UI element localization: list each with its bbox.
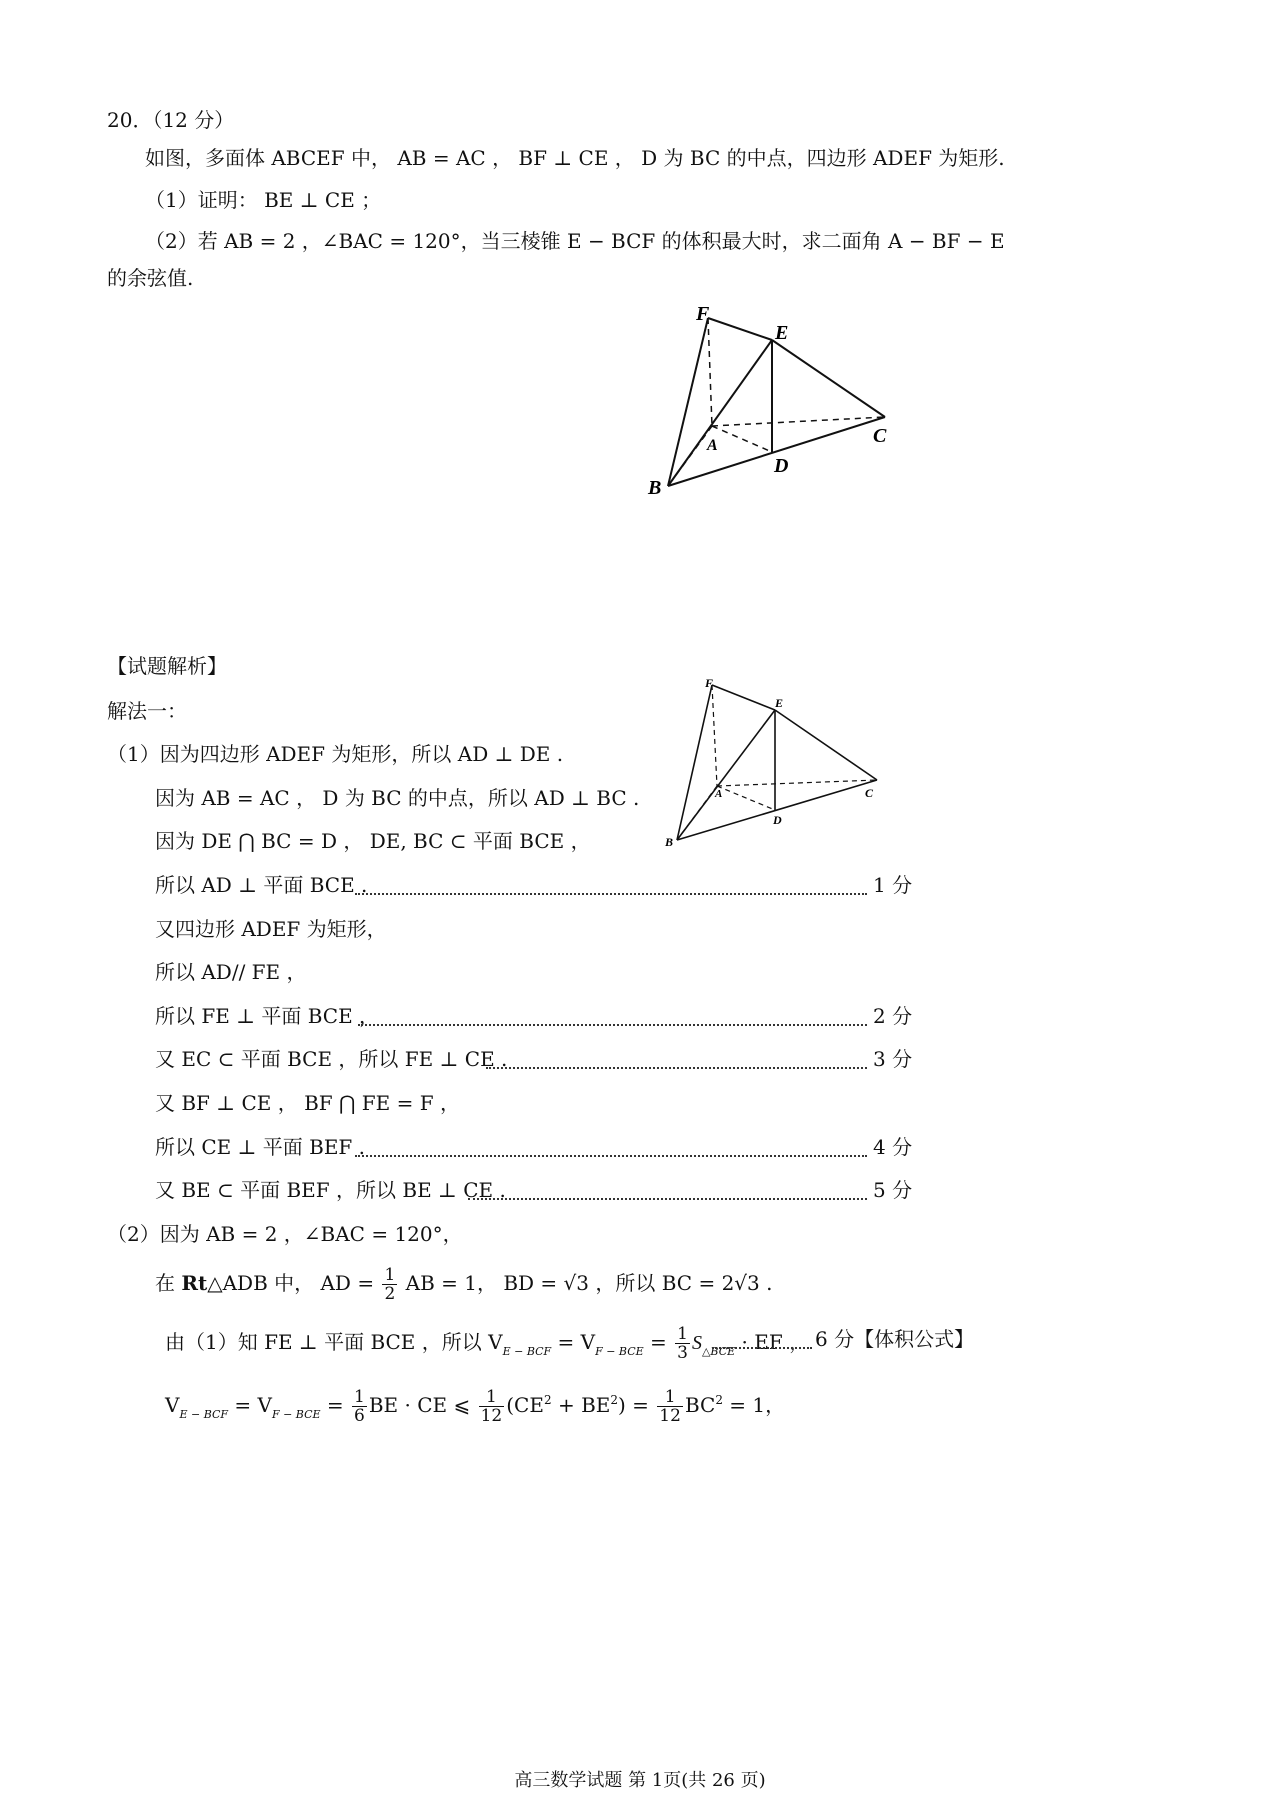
solution-line-6: 所以 AD// FE ，: [155, 960, 307, 984]
rt-symbol: Rt: [181, 1271, 208, 1295]
subscript: F − BCE: [271, 1408, 321, 1421]
score-mark: 1 分: [873, 873, 913, 897]
denominator: 3: [677, 1343, 688, 1363]
solution-line-8: 又 EC ⊂ 平面 BCE ，所以 FE ⊥ CE .: [155, 1047, 508, 1071]
text: = 1，: [722, 1393, 786, 1417]
problem-part2: （2）若 AB = 2 ，∠BAC = 120°，当三棱锥 E − BCF 的体积最大时，求二面角 A − BF − E: [145, 229, 1005, 253]
solution-line-1: （1）因为四边形 ADEF 为矩形，所以 AD ⊥ DE .: [107, 742, 564, 766]
superscript: 2: [543, 1393, 552, 1407]
dot-leader: [486, 1067, 867, 1069]
text: BC: [684, 1393, 716, 1417]
denominator: 2: [384, 1284, 396, 1304]
part2-line-3: [165, 1325, 809, 1366]
label-C-small: C: [865, 786, 874, 800]
solution-line-10: 所以 CE ⊥ 平面 BEF .: [155, 1135, 366, 1159]
numerator: 1: [657, 1388, 683, 1407]
score-mark: 3 分: [873, 1047, 913, 1071]
part2-line-2: [155, 1266, 772, 1303]
text: BE · CE ⩽: [368, 1393, 471, 1417]
denominator: 12: [480, 1406, 503, 1426]
text: S: [691, 1332, 702, 1354]
denominator: 6: [354, 1406, 365, 1426]
text: V: [165, 1393, 180, 1417]
numerator: 1: [384, 1265, 396, 1285]
problem-part1: （1）证明： BE ⊥ CE ；: [145, 188, 382, 212]
text: =: [320, 1393, 344, 1417]
dot-leader: [355, 1155, 867, 1157]
denominator: 12: [659, 1406, 681, 1426]
score-mark: 5 分: [873, 1178, 913, 1202]
superscript: 2: [715, 1393, 723, 1407]
method-label: 解法一：: [107, 699, 187, 723]
part2-line-4: [165, 1386, 785, 1429]
dot-leader: [355, 893, 867, 895]
solution-line-5: 又四边形 ADEF 为矩形，: [155, 917, 387, 941]
text: = V: [551, 1330, 596, 1354]
fraction-sixth: [352, 1388, 367, 1425]
superscript: 2: [610, 1393, 619, 1407]
subscript: E − BCF: [502, 1345, 552, 1358]
label-F-small: F: [705, 676, 714, 690]
fraction-half: [382, 1266, 397, 1303]
dot-leader: [468, 1198, 867, 1200]
solution-line-7: 所以 FE ⊥ 平面 BCE ，: [155, 1004, 380, 1028]
label-C: C: [873, 425, 887, 447]
label-E: E: [775, 322, 789, 344]
problem-stem: 如图，多面体 ABCEF 中， AB = AC ， BF ⊥ CE ， D 为 BC 的中点，四边形 ADEF 为矩形.: [145, 146, 1005, 170]
dot-leader: [712, 1347, 812, 1349]
problem-part2-cont: 的余弦值.: [107, 266, 194, 290]
solution-line-11: 又 BE ⊂ 平面 BEF ，所以 BE ⊥ CE .: [155, 1178, 506, 1202]
text: = V: [228, 1393, 272, 1417]
numerator: 1: [354, 1387, 365, 1407]
fraction-third: [675, 1325, 690, 1362]
solution-line-4: 所以 AD ⊥ 平面 BCE .: [155, 873, 368, 897]
fraction-twelfth: [657, 1388, 683, 1425]
label-B: B: [648, 477, 662, 499]
score-mark: 2 分: [873, 1004, 913, 1028]
numerator: 1: [479, 1388, 505, 1407]
solution-line-2: 因为 AB = AC ， D 为 BC 的中点，所以 AD ⊥ BC .: [155, 786, 640, 810]
polyhedron-figure: [630, 290, 920, 510]
score-mark: 4 分: [873, 1135, 913, 1159]
subscript: E − BCF: [179, 1408, 229, 1421]
label-F: F: [696, 303, 710, 325]
text: AB = 1， BD = √3 ，所以 BC = 2√3 .: [405, 1271, 773, 1295]
text: =: [643, 1330, 667, 1354]
text: ) =: [618, 1393, 649, 1417]
page-footer: 高三数学试题 第 1页(共 26 页): [514, 1770, 766, 1791]
subscript: F − BCE: [595, 1345, 644, 1358]
problem-number: 20．（12 分）: [107, 108, 235, 132]
fraction-twelfth: [479, 1388, 505, 1425]
polyhedron-figure-small: [655, 672, 895, 852]
dot-leader: [358, 1024, 867, 1026]
text: △ADB 中， AD =: [207, 1271, 375, 1295]
text: 在: [155, 1271, 182, 1295]
part2-line-1: （2）因为 AB = 2 ，∠BAC = 120°，: [107, 1222, 463, 1246]
solution-line-3: 因为 DE ⋂ BC = D ， DE, BC ⊂ 平面 BCE ，: [155, 829, 591, 853]
label-B-small: B: [665, 835, 674, 849]
analysis-heading: 【试题解析】: [107, 654, 227, 678]
subscript: △BCE: [701, 1345, 736, 1358]
text: (CE: [506, 1393, 544, 1417]
text: + BE: [551, 1393, 611, 1417]
label-E-small: E: [775, 696, 784, 710]
numerator: 1: [677, 1324, 688, 1344]
score-mark: 6 分【体积公式】: [815, 1327, 975, 1351]
label-D: D: [774, 455, 789, 477]
label-A-small: A: [715, 788, 723, 800]
label-D-small: D: [773, 813, 782, 827]
text: 由（1）知 FE ⊥ 平面 BCE ，所以 V: [165, 1330, 503, 1354]
text: · EF ，: [735, 1330, 810, 1354]
label-A: A: [707, 437, 718, 454]
solution-line-9: 又 BF ⊥ CE ， BF ⋂ FE = F ，: [155, 1091, 460, 1115]
